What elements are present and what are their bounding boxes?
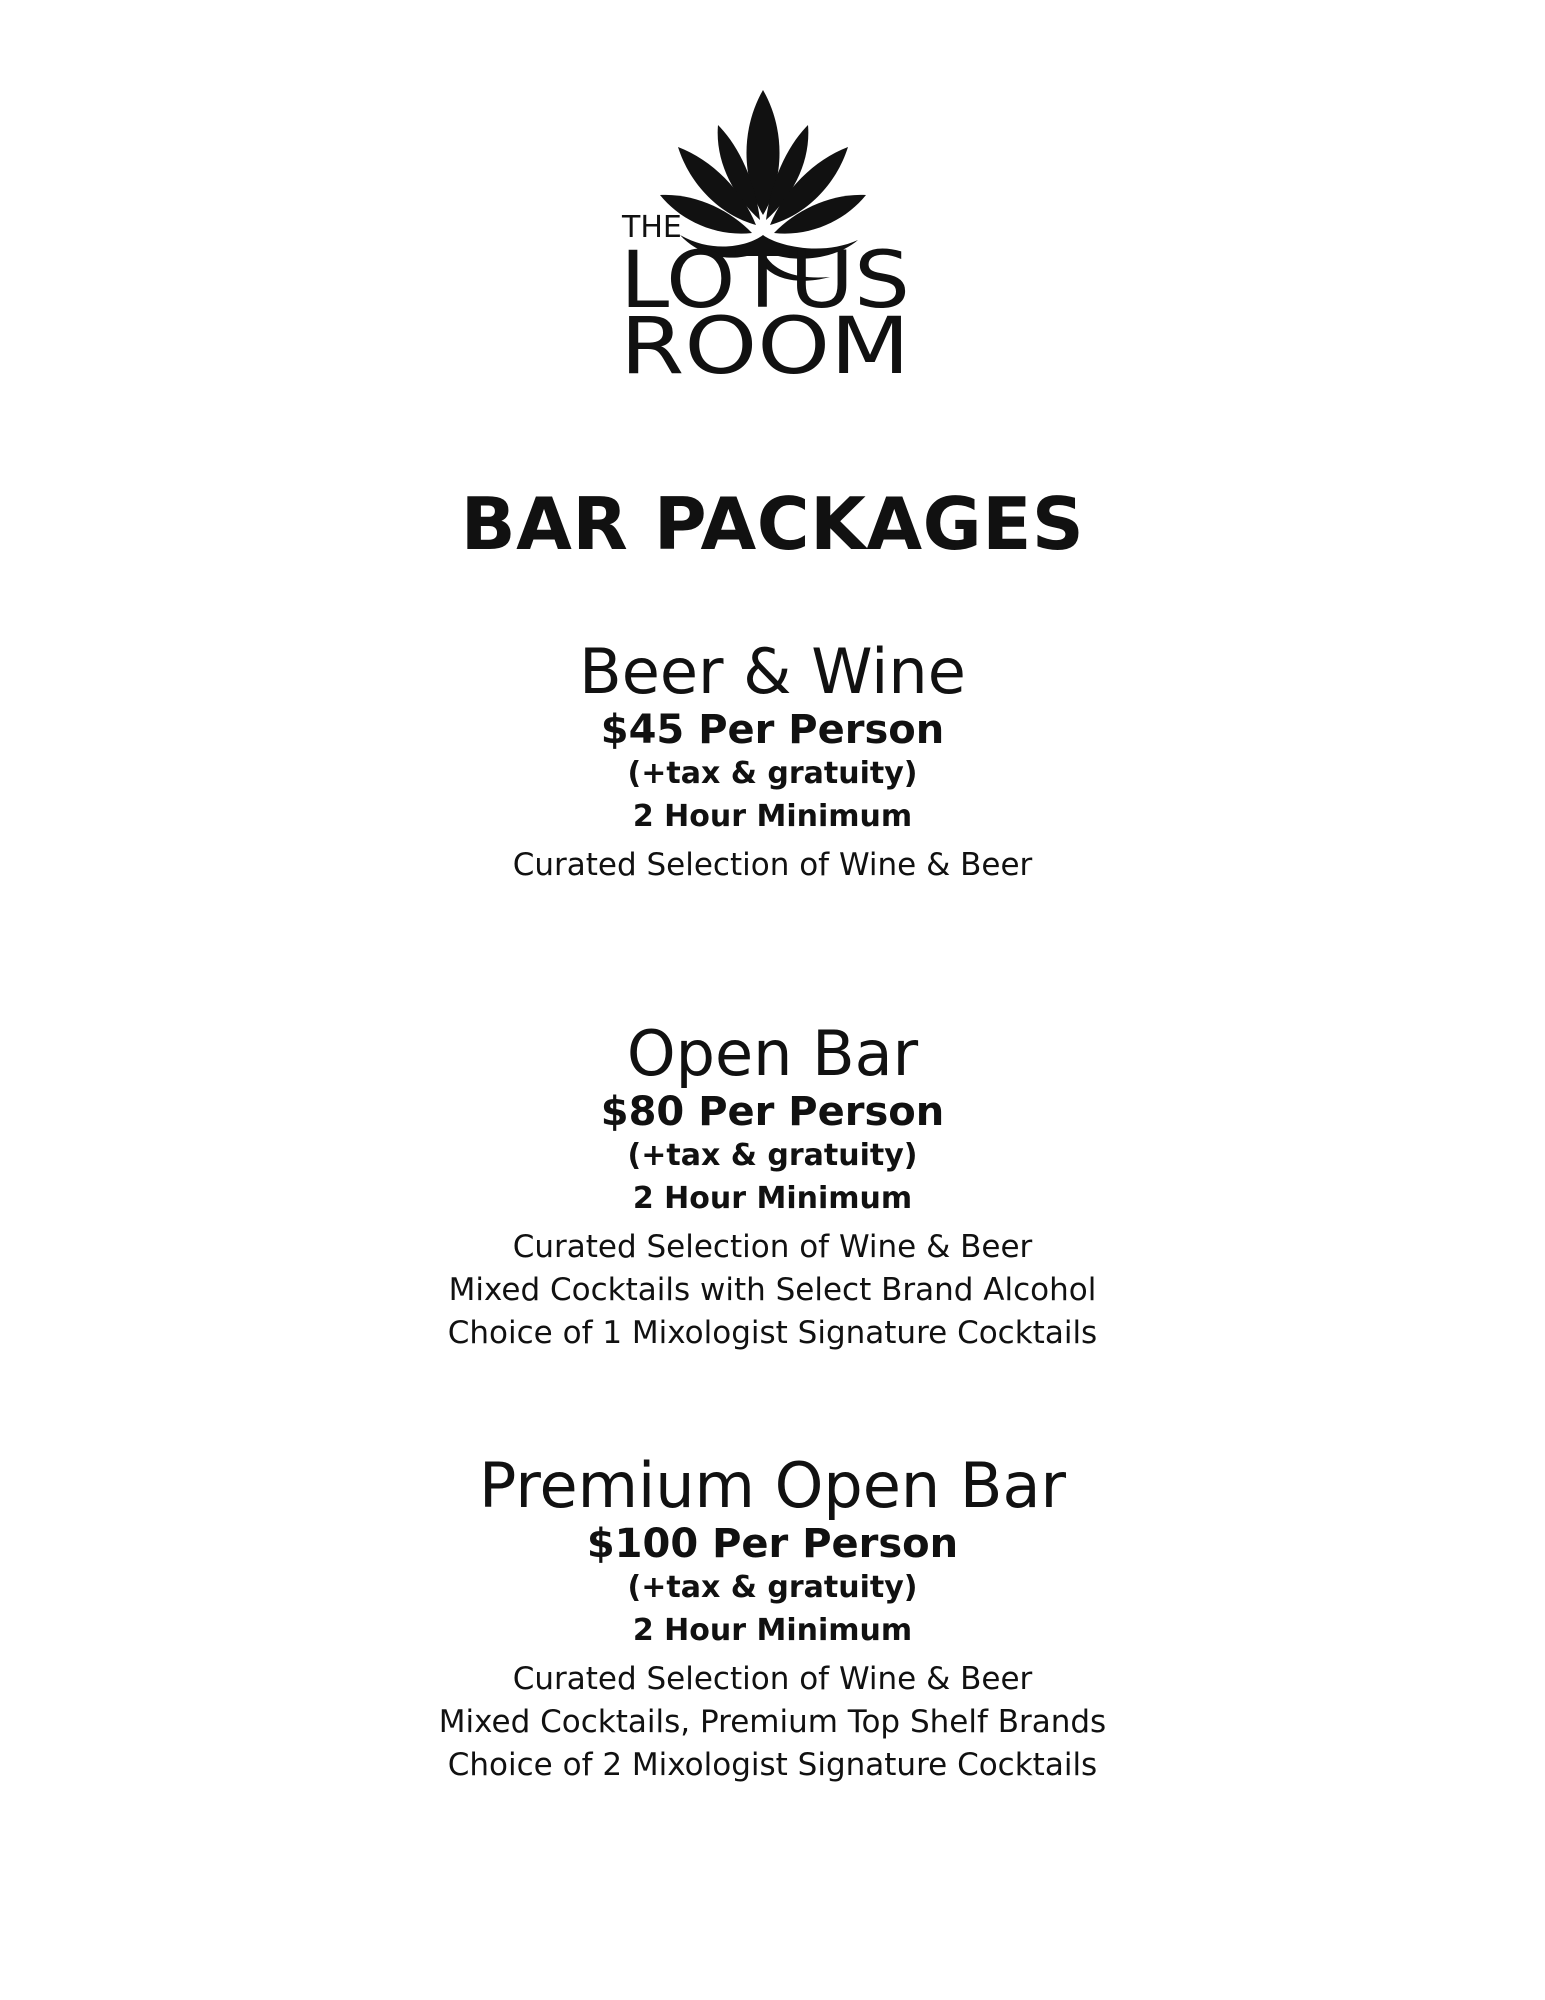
package-price: $80 Per Person [600, 1089, 945, 1135]
package-minimum: 2 Hour Minimum [632, 799, 913, 834]
list-item: Curated Selection of Wine & Beer [512, 1661, 1033, 1697]
logo-lotus-text: LOTUS [620, 236, 910, 326]
package-items [0, 844, 1545, 887]
package-tax-note: (+tax & gratuity) [627, 1570, 918, 1605]
package-name: Premium Open Bar [479, 1449, 1066, 1522]
package-name: Open Bar [626, 1017, 919, 1090]
package-open-bar [0, 1018, 1545, 1355]
package-price: $100 Per Person [586, 1521, 959, 1567]
list-item: Mixed Cocktails with Select Brand Alcohol [448, 1272, 1097, 1308]
package-price: $45 Per Person [600, 707, 945, 753]
logo-room-text: ROOM [620, 302, 910, 375]
package-beer-wine [0, 636, 1545, 887]
package-premium-open-bar [0, 1450, 1545, 1787]
package-minimum: 2 Hour Minimum [632, 1613, 913, 1648]
list-item: Choice of 1 Mixologist Signature Cocktails [447, 1315, 1098, 1351]
list-item: Choice of 2 Mixologist Signature Cocktails [447, 1747, 1098, 1783]
logo-the-text: THE [622, 210, 682, 245]
package-name: Beer & Wine [579, 635, 966, 708]
package-tax-note: (+tax & gratuity) [627, 756, 918, 791]
list-item: Curated Selection of Wine & Beer [512, 847, 1033, 883]
list-item: Mixed Cocktails, Premium Top Shelf Brands [438, 1704, 1107, 1740]
package-minimum: 2 Hour Minimum [632, 1181, 913, 1216]
package-items [0, 1226, 1545, 1355]
lotus-room-logo [620, 85, 920, 375]
lotus-flower-icon [620, 85, 920, 375]
list-item: Curated Selection of Wine & Beer [512, 1229, 1033, 1265]
page-title: BAR PACKAGES [460, 482, 1085, 566]
package-items [0, 1658, 1545, 1787]
package-tax-note: (+tax & gratuity) [627, 1138, 918, 1173]
